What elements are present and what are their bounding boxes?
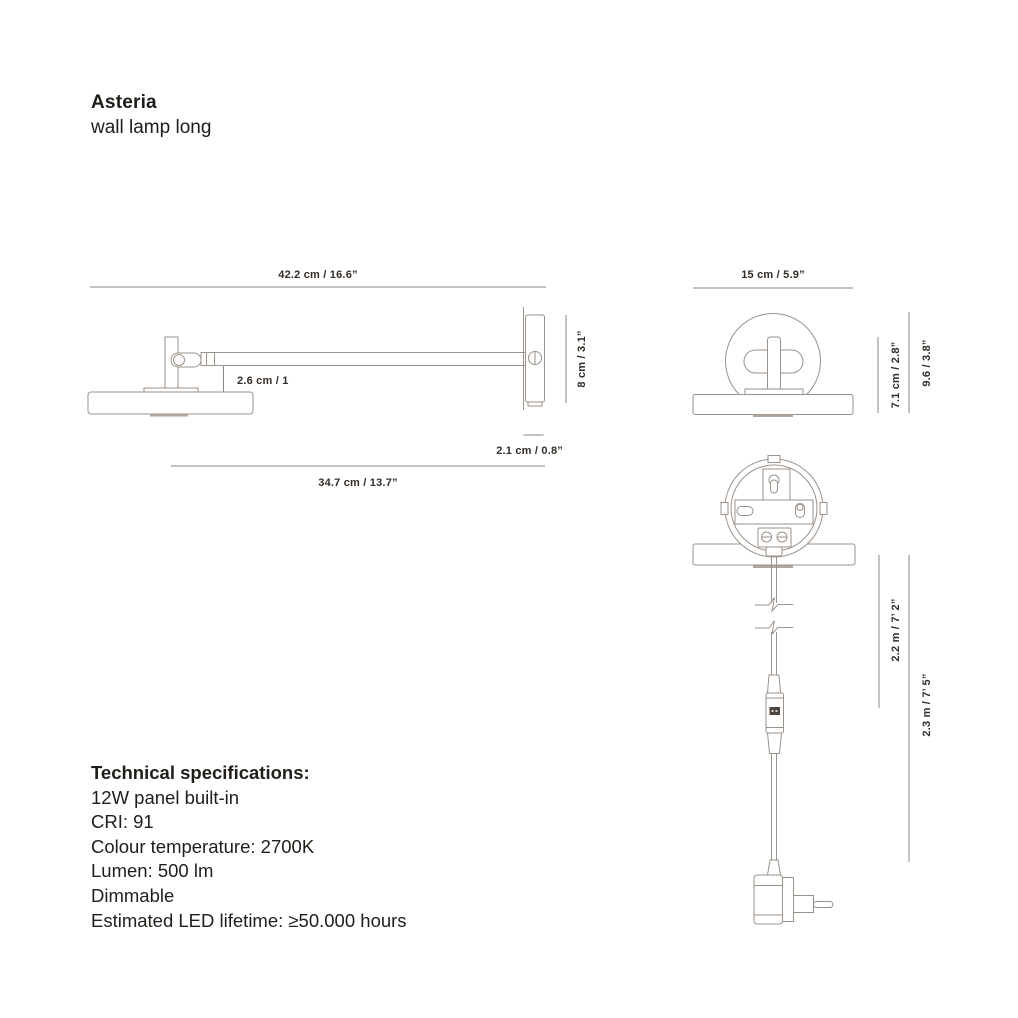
head-diffuser xyxy=(150,414,188,417)
head-diffuser-front xyxy=(753,415,793,418)
head-diffuser-back xyxy=(753,566,793,569)
keyhole-left-slot xyxy=(737,507,753,516)
dimmer-label-dot xyxy=(776,710,778,712)
post-front xyxy=(768,337,781,390)
rim-tab-top xyxy=(768,456,780,463)
dimmer-label-dot xyxy=(772,710,774,712)
keyhole-top-slot xyxy=(771,480,778,493)
lamp-head xyxy=(88,392,253,414)
plug-face xyxy=(783,878,794,922)
lamp-side-profile xyxy=(88,337,526,417)
dimmer-label xyxy=(770,707,781,715)
pivot-screw xyxy=(174,355,185,366)
lamp-front-profile xyxy=(693,314,853,418)
head-bracket-front xyxy=(745,389,803,395)
plug-pin xyxy=(814,902,834,908)
plug-strain-relief xyxy=(768,860,781,875)
rim-tab-left xyxy=(721,503,728,515)
product-variant: wall lamp long xyxy=(91,117,212,138)
dimmer-bottom-cap xyxy=(768,733,782,754)
wall-plate-foot xyxy=(528,402,542,406)
lamp-back-profile xyxy=(693,456,855,569)
dimmer-top-cap xyxy=(768,675,781,693)
dim-label-total-height: 9.6 / 3.8” xyxy=(921,339,933,387)
spec-led-lifetime: Estimated LED lifetime: ≥50.000 hours xyxy=(91,909,407,931)
lamp-arm xyxy=(201,353,526,366)
power-cable xyxy=(754,556,833,924)
dim-label-shade-width: 15 cm / 5.9” xyxy=(741,269,805,281)
back-view-drawing xyxy=(670,440,950,970)
dim-label-head-height: 7.1 cm / 2.8” xyxy=(890,341,902,409)
spec-cri: CRI: 91 xyxy=(91,811,154,833)
cable-break-mark xyxy=(755,621,793,635)
product-name: Asteria xyxy=(91,92,157,113)
front-view-drawing xyxy=(670,255,950,440)
rim-tab-right xyxy=(820,503,827,515)
spec-lumen: Lumen: 500 lm xyxy=(91,860,214,882)
dim-label-plate-depth: 2.1 cm / 0.8” xyxy=(496,445,563,457)
title-block xyxy=(91,90,211,140)
dim-label-arm-diameter: 2.6 cm / 1 xyxy=(237,375,289,387)
spec-wattage: 12W panel built-in xyxy=(91,786,240,808)
lamp-head-front xyxy=(693,395,853,415)
spec-dimmable: Dimmable xyxy=(91,884,175,906)
wall-mount-side xyxy=(524,307,545,410)
dim-label-cable-to-dimmer: 2.2 m / 7’ 2” xyxy=(890,598,902,662)
technical-specifications xyxy=(91,761,407,933)
dim-label-overall-width: 42.2 cm / 16.6” xyxy=(278,269,358,281)
dim-label-arm-length: 34.7 cm / 13.7” xyxy=(318,477,398,489)
plug-body xyxy=(754,875,783,924)
cable-grommet xyxy=(766,547,782,556)
side-view-drawing xyxy=(80,255,600,505)
plug-prong-block xyxy=(794,896,814,913)
dim-label-cable-total: 2.3 m / 7’ 5” xyxy=(921,673,933,737)
specs-heading: Technical specifications: xyxy=(91,762,310,783)
cable-break-mark xyxy=(755,598,793,612)
spec-colour-temperature: Colour temperature: 2700K xyxy=(91,835,315,857)
dim-label-plate-height: 8 cm / 3.1” xyxy=(576,330,588,388)
